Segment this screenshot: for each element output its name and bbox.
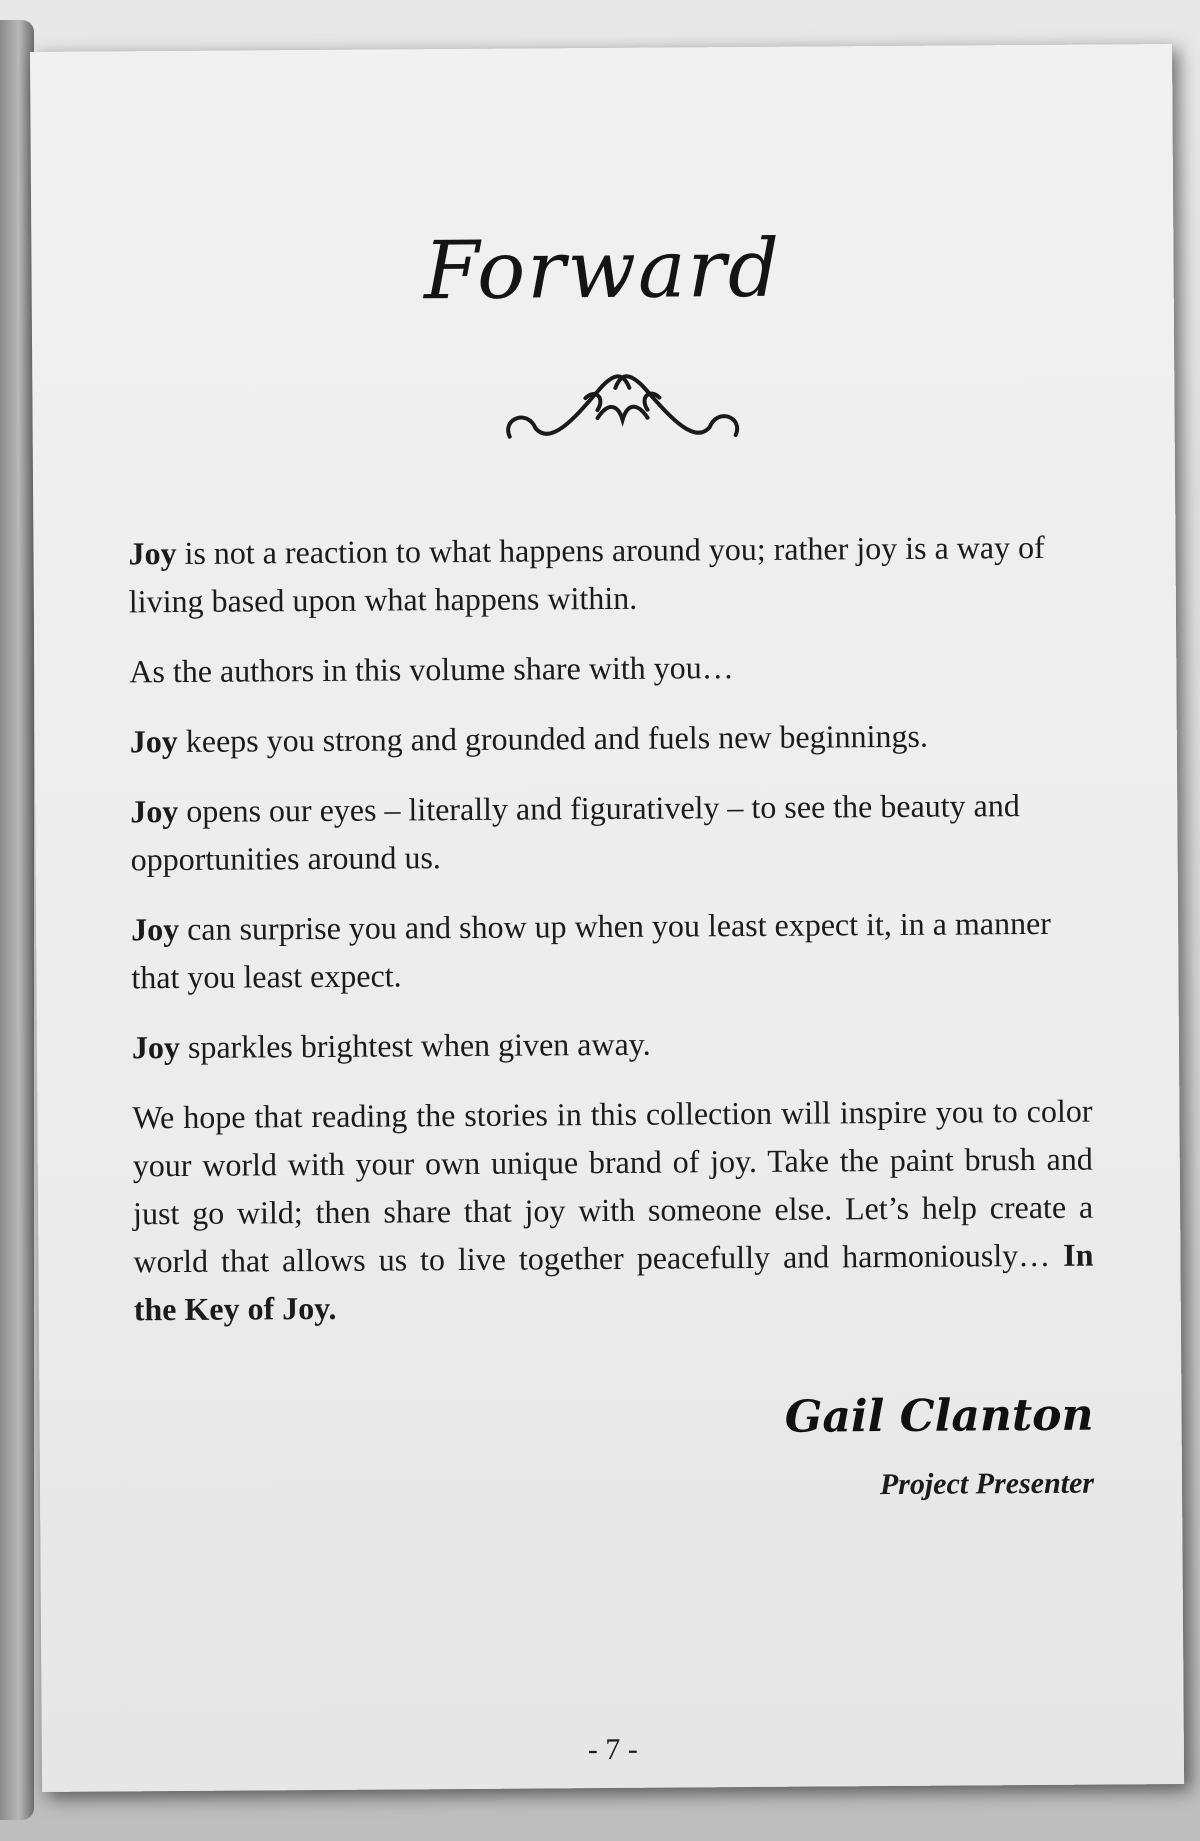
paragraph-1: [128, 523, 1089, 626]
paragraph-text: As the authors in this volume share with you…: [129, 649, 734, 690]
paragraph-5: [131, 899, 1092, 1002]
paragraph-text: sparkles brightest when given away.: [179, 1025, 651, 1065]
closing-emphasis: In the Key of Joy.: [133, 1236, 1094, 1328]
book-page: [30, 44, 1184, 1792]
paragraph-6: [132, 1017, 1092, 1072]
paragraph-lead: Joy: [131, 910, 180, 948]
closing-paragraph: [132, 1087, 1094, 1334]
paragraph-text: keeps you strong and grounded and fuels new beginnings.: [177, 717, 928, 759]
paragraph-text: is not a reaction to what happens around you; rather joy is a way of living based upon what happens within.: [128, 528, 1045, 620]
closing-text: We hope that reading the stories in this collection will inspire you to color your world with your own unique brand of joy. Take the paint brush and just go wild; then share that joy with someone else. Let’s help create a world that allows us to live together peacefully and harmoniously…: [132, 1092, 1094, 1280]
paragraph-4: [130, 781, 1091, 884]
paragraph-lead: Joy: [128, 534, 177, 572]
paragraph-lead: Joy: [130, 792, 179, 830]
author-signature: Gail Clanton: [784, 1389, 1094, 1443]
ornamental-flourish-icon: [497, 347, 748, 459]
body-text: [128, 523, 1094, 1356]
paragraph-text: opens our eyes – literally and figuratively – to see the beauty and opportunities around us.: [130, 787, 1020, 878]
paragraph-2: [129, 641, 1089, 696]
book-spine: [0, 20, 34, 1820]
paragraph-text: can surprise you and show up when you least expect it, in a manner that you least expect.: [131, 904, 1051, 996]
page-number: - 7 -: [587, 1732, 638, 1767]
paragraph-lead: Joy: [129, 722, 178, 760]
page-heading: Forward: [423, 221, 782, 318]
paragraph-3: [130, 711, 1090, 766]
paragraph-lead: Joy: [131, 1028, 181, 1066]
author-role: Project Presenter: [879, 1466, 1095, 1502]
